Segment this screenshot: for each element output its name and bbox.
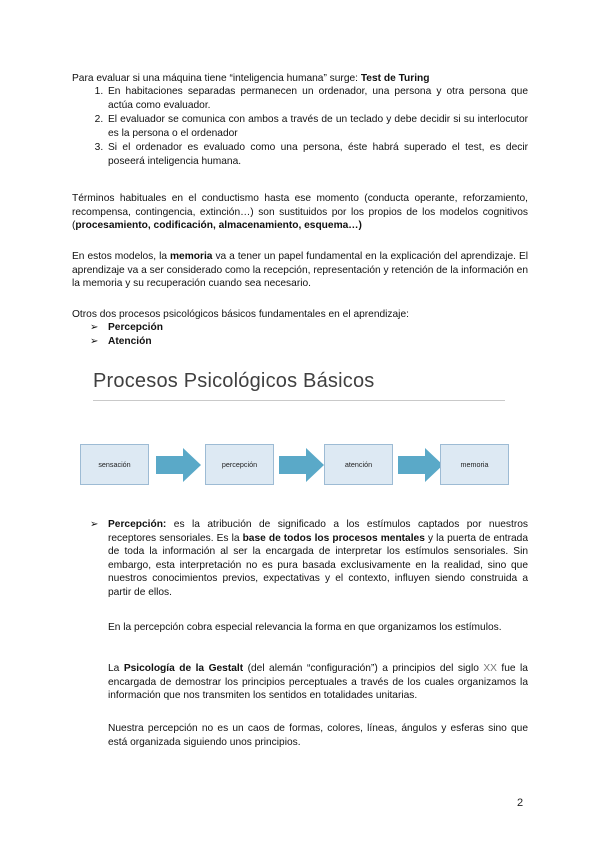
memoria-post: va a tener un papel fundamental en la explicación del aprendizaje. El aprendizaje va a ser considerado como la recepción, representación y retención de la información en la memoria y su recuperación cuando sea necesario.	[72, 251, 528, 289]
list-item-label: Percepción	[108, 322, 163, 333]
memoria-paragraph	[72, 250, 528, 291]
turing-intro	[72, 72, 528, 86]
percepcion-text-1: es la atribución de significado a los estímulos captados por nuestros receptores sensoriales. Es la	[108, 519, 528, 544]
flow-arrow-icon	[398, 448, 443, 482]
gestalt-pre: La	[108, 663, 124, 674]
gestalt-paragraph	[108, 662, 528, 703]
conductismo-bold: procesamiento, codificación, almacenamiento, esquema…)	[75, 220, 362, 231]
percepcion-text-2: y la puerta de entrada de toda la información al ser la encargada de interpretar los estímulos sensoriales. Sin embargo, esta interpretación no es pura basada exclusivamente en la realidad, sino que nuestros conocimientos previos, expectativas y el contexto, influyen siendo construida a partir de ellos.	[108, 532, 528, 598]
turing-step: 2. El evaluador se comunica con ambos a través de un teclado y debe decidir si su interlocutor es la persona o el ordenador	[106, 113, 528, 140]
percepcion-bold: base de todos los procesos mentales	[242, 532, 425, 544]
gestalt-mid: (del alemán “configuración”) a principios del siglo	[243, 663, 484, 674]
otros-intro: Otros dos procesos psicológicos básicos fundamentales en el aprendizaje:	[72, 309, 409, 320]
gestalt-bold: Psicología de la Gestalt	[123, 663, 244, 674]
conductismo-paragraph	[72, 192, 528, 233]
percepcion-paragraph	[108, 518, 528, 599]
diagram-title: Procesos Psicológicos Básicos	[93, 370, 375, 392]
gestalt-post: fue la encargada de demostrar los principios perceptuales a través de los cuales organizamos la información que nos transmiten los sentidos en totalidades unitarias.	[108, 663, 528, 701]
conductismo-text: Términos habituales en el conductismo hasta ese momento (conducta operante, reforzamiento, recompensa, contingencia, extinción…) son sustituidos por los propios de los modelos cognitivos (	[72, 193, 528, 231]
flow-arrow-icon	[156, 448, 201, 482]
processes-list	[72, 321, 163, 348]
arrow-bullet-icon: ➢	[90, 519, 99, 530]
list-item-percepcion	[72, 321, 163, 335]
turing-step: 3. Si el ordenador es evaluado como una persona, éste habrá superado el test, es decir poseerá inteligencia humana.	[106, 141, 528, 168]
intro-text: Para evaluar si una máquina tiene “inteligencia humana” surge:	[72, 73, 361, 84]
turing-step: 1. En habitaciones separadas permanecen un ordenador, una persona y otra persona que actúa como evaluador.	[106, 85, 528, 112]
relevancia-paragraph: En la percepción cobra especial relevancia la forma en que organizamos los estímulos.	[108, 622, 502, 633]
process-box-percepcion: percepción	[205, 444, 274, 485]
arrow-bullet-icon: ➢	[90, 335, 99, 347]
arrow-bullet-icon: ➢	[90, 322, 99, 333]
process-box-atencion: atención	[324, 444, 393, 485]
list-item-atencion	[72, 335, 163, 349]
percepcion-label: Percepción:	[108, 519, 167, 530]
gestalt-century: XX	[483, 663, 497, 674]
process-box-sensacion: sensación	[80, 444, 149, 485]
diagram-divider	[93, 400, 505, 401]
memoria-pre: En estos modelos, la	[72, 251, 170, 262]
page-number: 2	[517, 797, 524, 809]
turing-steps-list	[72, 85, 528, 169]
intro-bold: Test de Turing	[360, 73, 430, 84]
flow-arrow-icon	[279, 448, 324, 482]
memoria-bold: memoria	[170, 251, 213, 262]
organizada-paragraph: Nuestra percepción no es un caos de formas, colores, líneas, ángulos y esferas sino que está organizada siguiendo unos principios.	[108, 723, 528, 748]
process-box-memoria: memoria	[440, 444, 509, 485]
list-item-label: Atención	[108, 335, 152, 347]
